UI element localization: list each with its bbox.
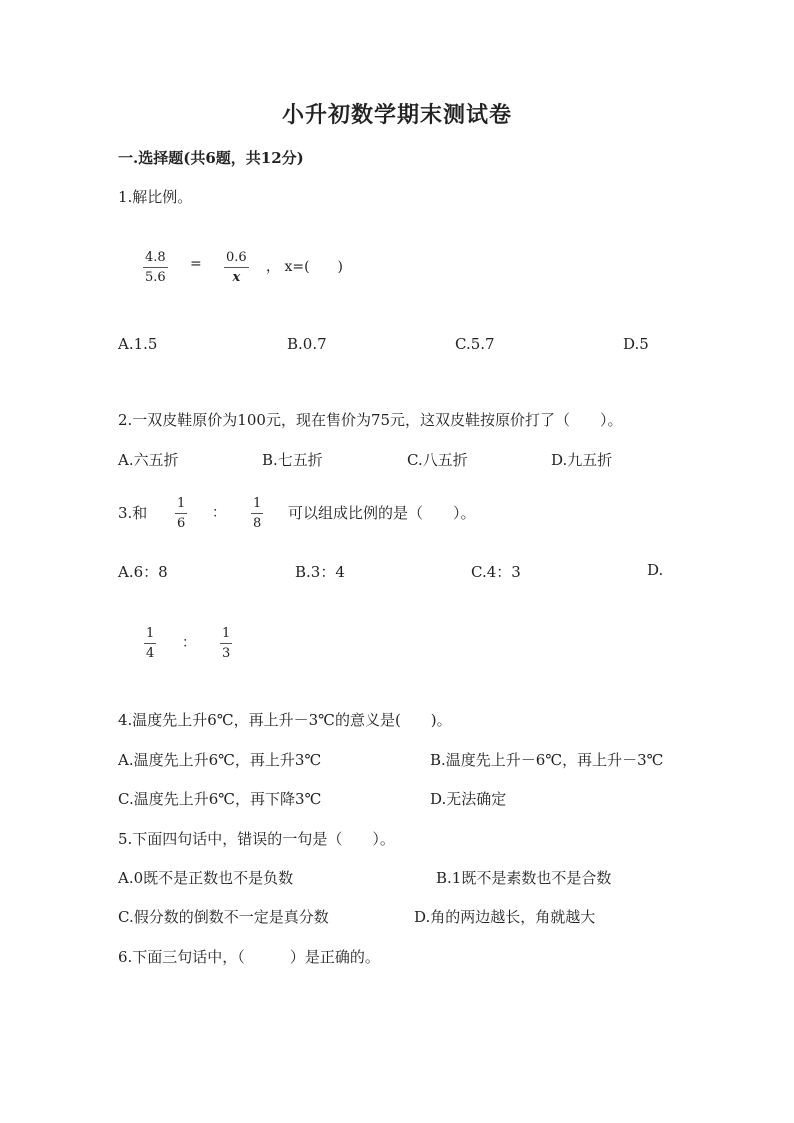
q3-d-fraction-b-denominator: 3 xyxy=(222,646,231,661)
q4-option-b: B.温度先上升－6℃，再上升－3℃ xyxy=(430,751,664,769)
q3-fraction-b-denominator: 8 xyxy=(253,516,262,531)
question-3-prefix: 3.和 xyxy=(118,504,148,522)
q3-ratio-colon: ： xyxy=(212,505,226,521)
question-2-stem: 2.一双皮鞋原价为100元，现在售价为75元，这双皮鞋按原价打了（ ）。 xyxy=(118,411,623,429)
q1-fraction-right-numerator: 0.6 xyxy=(224,250,249,268)
q3-option-d-colon: ： xyxy=(182,635,196,651)
q4-option-c: C.温度先上升6℃，再下降3℃ xyxy=(118,790,322,808)
q3-fraction-one-sixth xyxy=(175,496,187,531)
q2-option-b: B.七五折 xyxy=(262,451,323,469)
q3-option-d-fraction-b xyxy=(220,626,232,661)
q2-option-c: C.八五折 xyxy=(407,451,468,469)
q5-option-d: D.角的两边越长，角就越大 xyxy=(414,908,596,926)
question-5-stem: 5.下面四句话中，错误的一句是（ ）。 xyxy=(118,830,395,848)
q3-option-c: C.4：3 xyxy=(471,563,521,581)
q1-option-b: B.0.7 xyxy=(287,335,327,353)
question-1-stem: 1.解比例。 xyxy=(118,188,193,206)
q1-equals-sign: = xyxy=(190,256,202,272)
q4-option-d: D.无法确定 xyxy=(430,790,507,808)
q5-option-b: B.1既不是素数也不是合数 xyxy=(436,869,612,887)
section-heading: 一.选择题(共6题，共12分) xyxy=(118,149,304,167)
q3-fraction-a-denominator: 6 xyxy=(177,516,186,531)
q3-option-d: D. xyxy=(647,561,664,579)
q1-answer-blank: ， x=( ) xyxy=(266,259,343,275)
q1-option-d: D.5 xyxy=(623,335,649,353)
question-4-stem: 4.温度先上升6℃，再上升－3℃的意义是( )。 xyxy=(118,711,452,729)
page-title: 小升初数学期末测试卷 xyxy=(281,102,512,128)
q3-option-d-fraction-a xyxy=(144,626,156,661)
question-6-stem: 6.下面三句话中，（ ）是正确的。 xyxy=(118,948,380,966)
q1-fraction-left-denominator: 5.6 xyxy=(145,270,166,285)
q3-fraction-b-numerator: 1 xyxy=(251,496,263,514)
q3-d-fraction-a-denominator: 4 xyxy=(146,646,155,661)
q1-fraction-left xyxy=(143,250,168,285)
q3-d-fraction-a-numerator: 1 xyxy=(144,626,156,644)
q3-d-fraction-b-numerator: 1 xyxy=(220,626,232,644)
q1-fraction-right-denominator: x xyxy=(232,270,241,285)
q1-option-a: A.1.5 xyxy=(118,335,158,353)
q1-fraction-right xyxy=(224,250,249,285)
q3-fraction-a-numerator: 1 xyxy=(175,496,187,514)
q1-option-c: C.5.7 xyxy=(455,335,495,353)
question-3-suffix: 可以组成比例的是（ ）。 xyxy=(288,504,476,522)
q3-fraction-one-eighth xyxy=(251,496,263,531)
q2-option-d: D.九五折 xyxy=(551,451,613,469)
q2-option-a: A.六五折 xyxy=(118,451,179,469)
q3-option-b: B.3：4 xyxy=(295,563,345,581)
q5-option-c: C.假分数的倒数不一定是真分数 xyxy=(118,908,329,926)
q5-option-a: A.0既不是正数也不是负数 xyxy=(118,869,294,887)
q3-option-a: A.6：8 xyxy=(118,563,168,581)
q1-fraction-left-numerator: 4.8 xyxy=(143,250,168,268)
q4-option-a: A.温度先上升6℃，再上升3℃ xyxy=(118,751,322,769)
